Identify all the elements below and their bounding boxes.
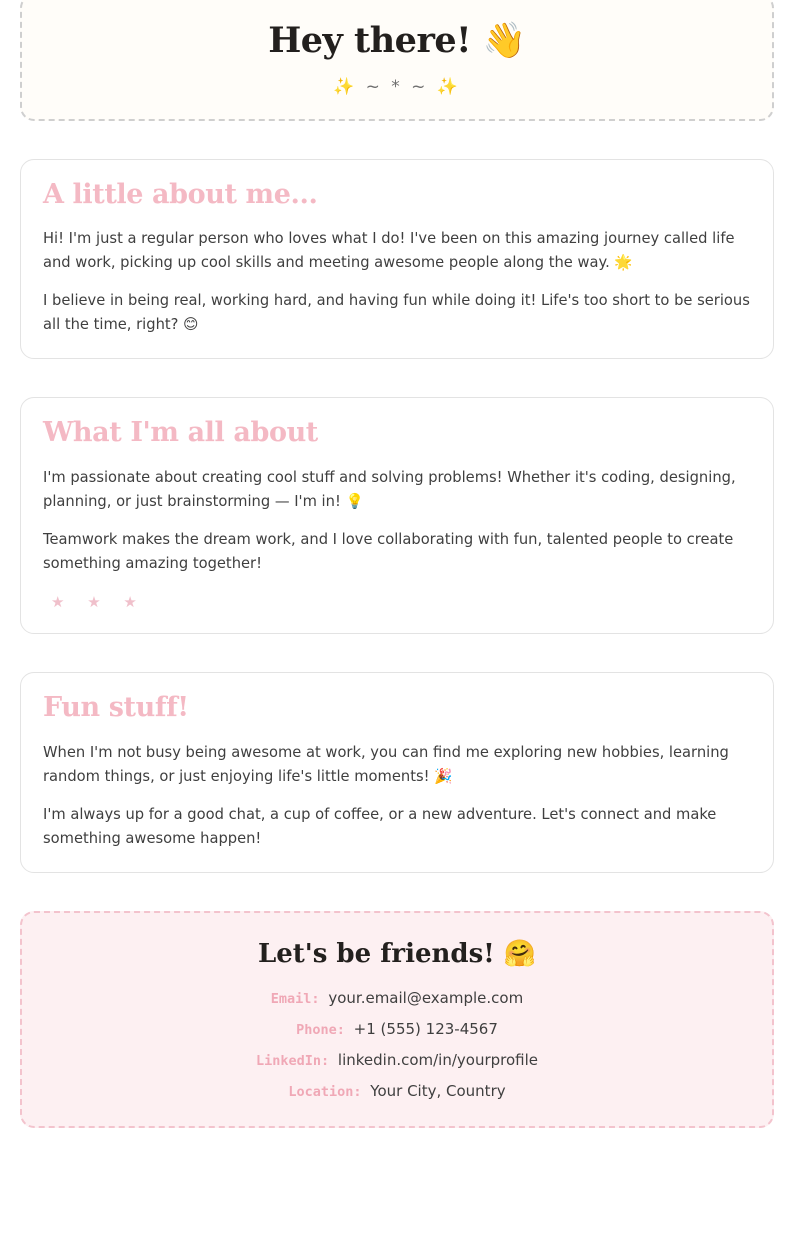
contact-row-linkedin xyxy=(42,1051,752,1069)
contact-row-location xyxy=(42,1082,752,1100)
page-title: Hey there! 👋 xyxy=(268,20,526,61)
section-paragraph: When I'm not busy being awesome at work, you can find me exploring new hobbies, learning random things, or just enjoying life's little moments! 🎉 xyxy=(43,744,729,785)
section-paragraph: Hi! I'm just a regular person who loves what I do! I've been on this amazing journey called life and work, picking up cool skills and meeting awesome people along the way. 🌟 xyxy=(43,230,735,271)
section-paragraph: I'm always up for a good chat, a cup of coffee, or a new adventure. Let's connect and make something awesome happen! xyxy=(43,805,717,847)
contact-value-location: Your City, Country xyxy=(370,1082,506,1101)
contact-row-phone xyxy=(42,1020,752,1038)
contact-footer xyxy=(20,911,774,1128)
section-paragraph: I'm passionate about creating cool stuff and solving problems! Whether it's coding, designing, planning, or just brainstorming — I'm in! 💡 xyxy=(43,469,736,510)
section-title-what-im-all-about: What I'm all about xyxy=(43,417,318,449)
contact-label-email: Email: xyxy=(270,991,320,1008)
stars-decoration-icon: ★ ★ ★ xyxy=(51,593,146,612)
contact-value-linkedin[interactable]: linkedin.com/in/yourprofile xyxy=(337,1051,539,1070)
section-title-fun-stuff: Fun stuff! xyxy=(43,692,189,724)
contact-value-email[interactable]: your.email@example.com xyxy=(328,989,524,1008)
contact-value-phone[interactable]: +1 (555) 123-4567 xyxy=(353,1020,498,1039)
hero-banner xyxy=(20,0,774,121)
section-what-im-all-about xyxy=(20,397,774,634)
contact-label-linkedin: LinkedIn: xyxy=(255,1053,330,1070)
contact-row-email xyxy=(42,989,752,1007)
section-title-about-me: A little about me... xyxy=(43,178,318,210)
contact-label-phone: Phone: xyxy=(296,1022,345,1039)
section-about-me xyxy=(20,159,774,360)
contact-title: Let's be friends! 🤗 xyxy=(257,939,537,970)
section-paragraph: I believe in being real, working hard, and having fun while doing it! Life's too short to be serious all the time, right? 😊 xyxy=(43,291,750,333)
section-paragraph: Teamwork makes the dream work, and I love collaborating with fun, talented people to create something amazing together! xyxy=(43,530,734,572)
hero-subtitle-decoration: ✨ ~ * ~ ✨ xyxy=(333,76,461,97)
section-fun-stuff xyxy=(20,672,774,873)
contact-label-location: Location: xyxy=(288,1084,362,1101)
